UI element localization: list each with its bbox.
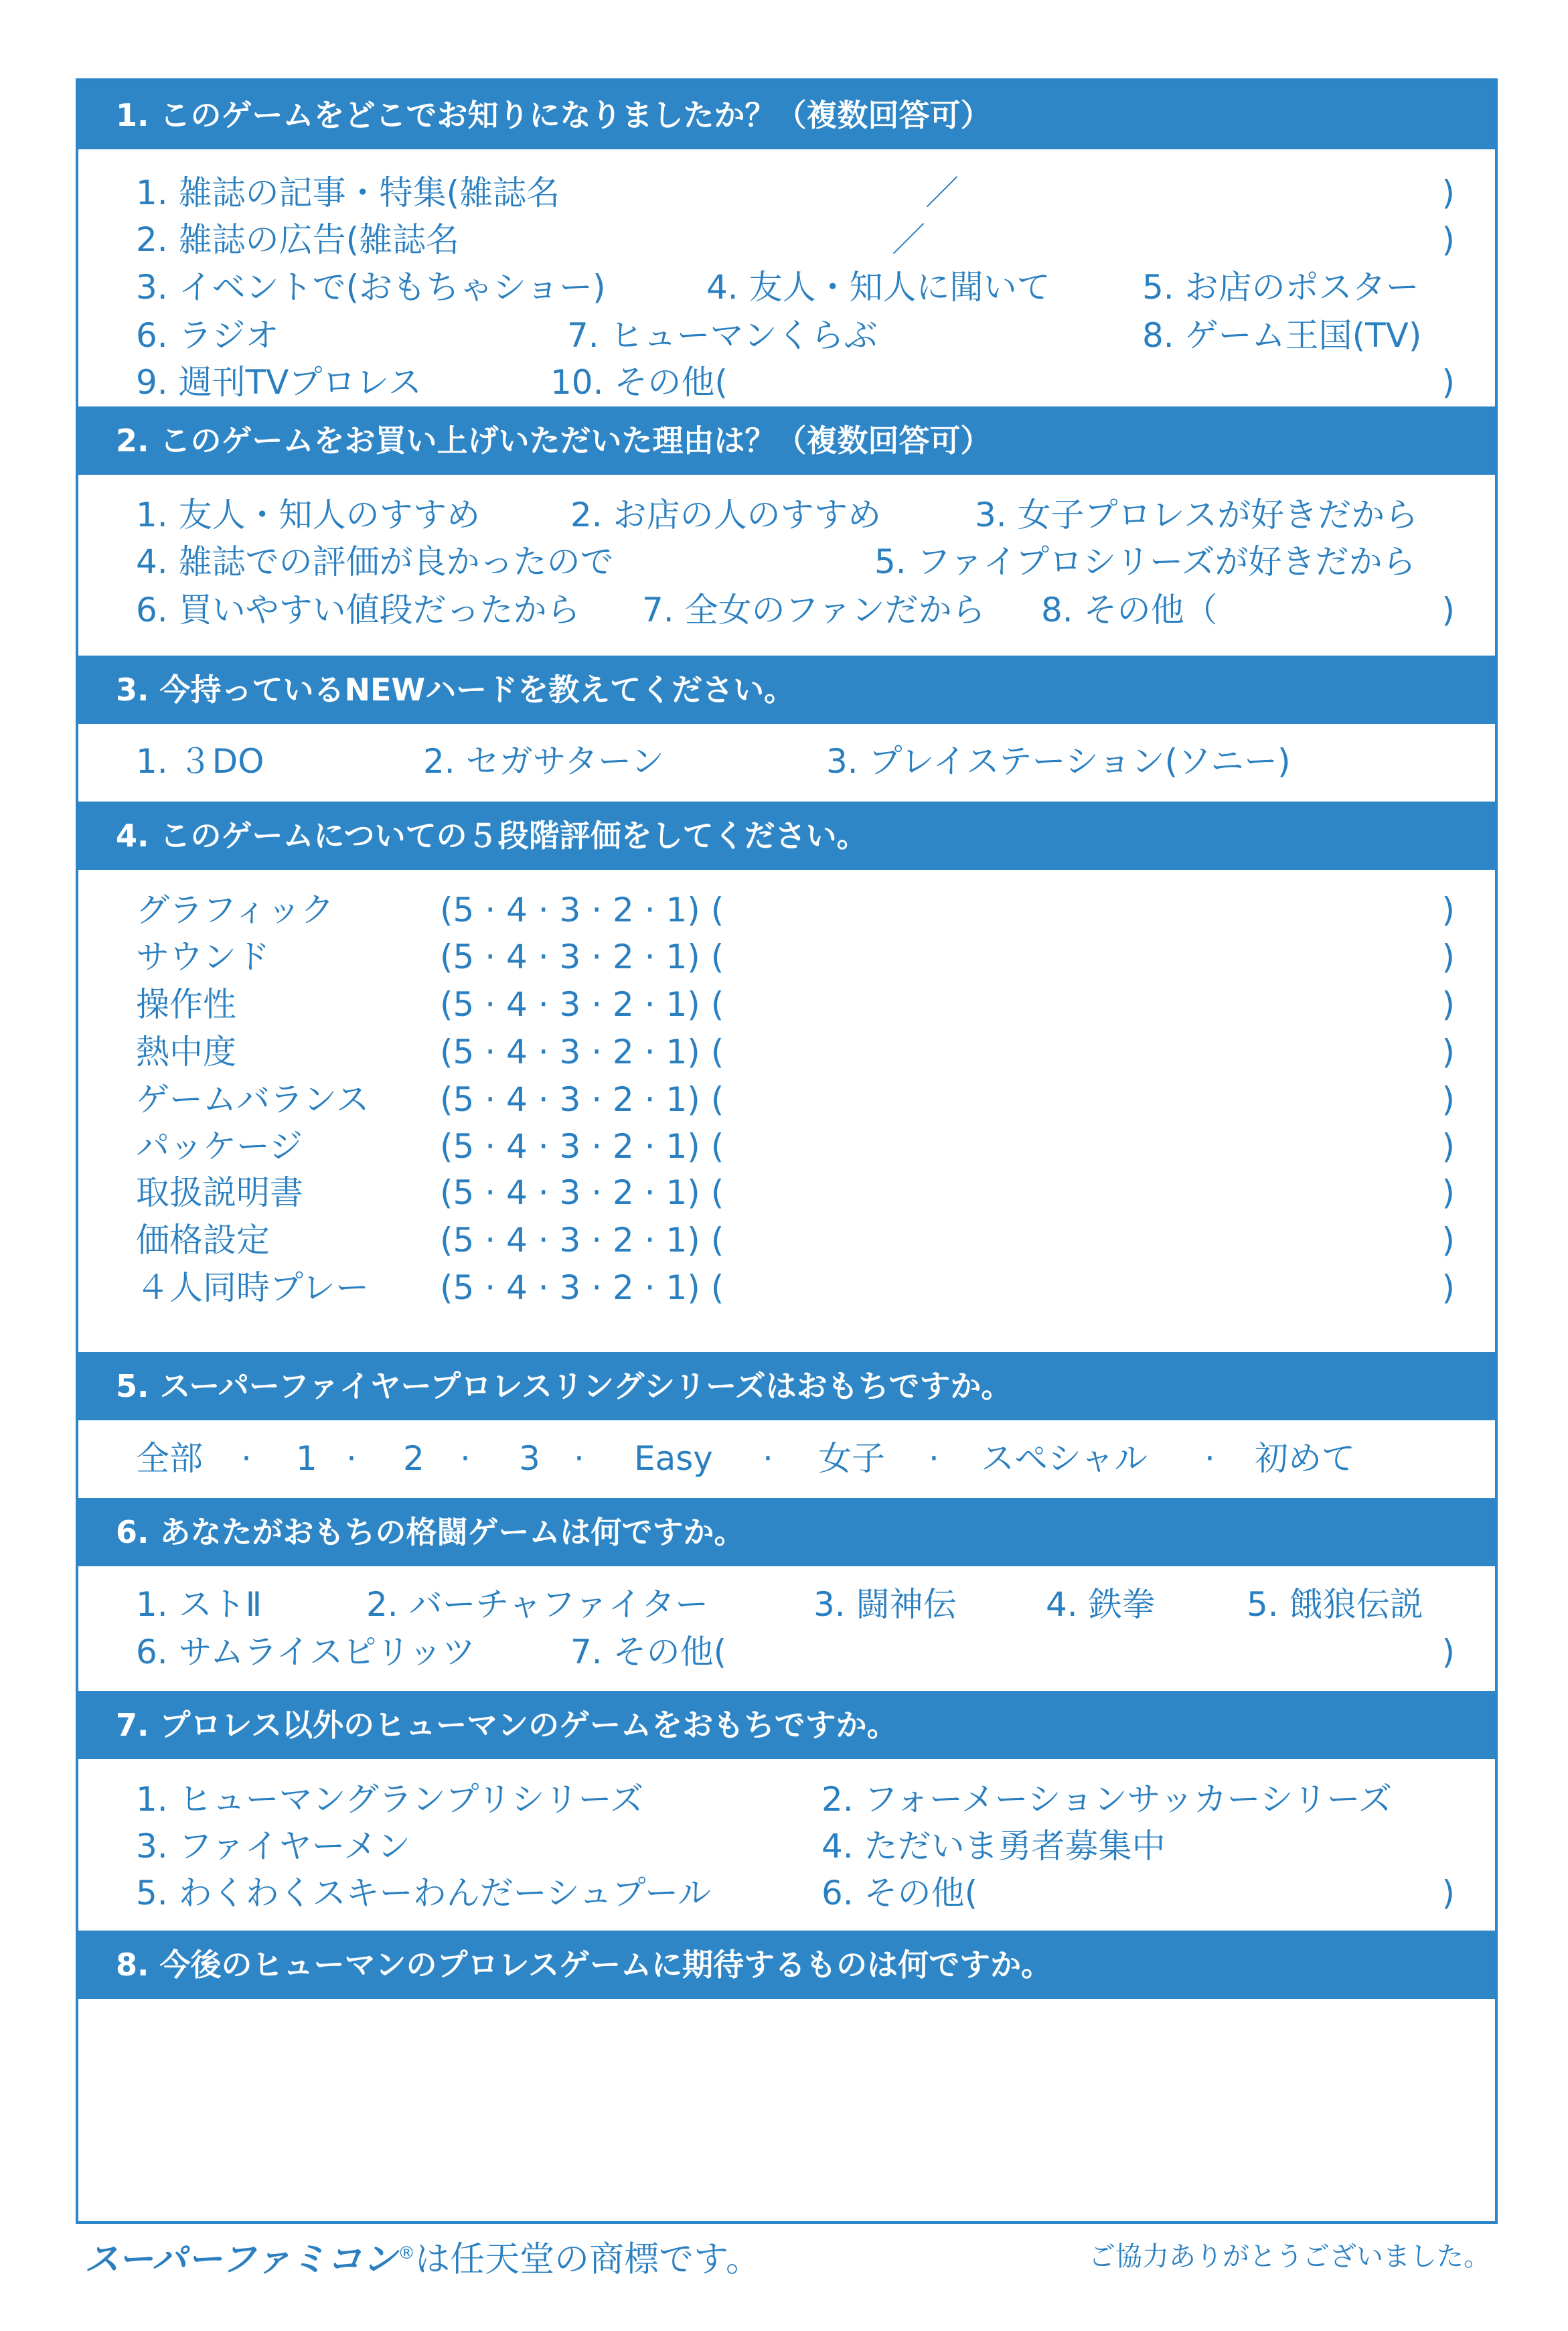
q5-sep: · [929, 1439, 939, 1478]
rating-scale[interactable]: (5 · 4 · 3 · 2 · 1) ( [440, 1033, 724, 1071]
rating-close: ) [1441, 891, 1455, 929]
rating-label: 操作性 [136, 985, 236, 1024]
q5-header: 5. スーパーファイヤープロレスリングシリーズはおもちですか。 [78, 1352, 1495, 1420]
q2-option-7[interactable]: 7. 全女のファンだから [642, 591, 986, 629]
q1-option-8[interactable]: 8. ゲーム王国(TV) [1142, 316, 1422, 355]
q6-close-7: ) [1441, 1633, 1455, 1671]
q2-option-5[interactable]: 5. ファイプロシリーズが好きだから [874, 542, 1416, 581]
q2-option-2[interactable]: 2. お店の人のすすめ [570, 496, 882, 534]
q1-option-6[interactable]: 6. ラジオ [136, 316, 279, 355]
q3-option-1[interactable]: 1. ３DO [136, 742, 264, 781]
q6-option-6[interactable]: 6. サムライスピリッツ [136, 1633, 476, 1671]
q1-option-5[interactable]: 5. お店のポスター [1142, 268, 1419, 307]
q5-options [78, 1420, 1495, 1498]
q1-slash-2: ／ [892, 220, 925, 259]
q2-option-3[interactable]: 3. 女子プロレスが好きだから [975, 496, 1419, 534]
q1-close-1: ) [1441, 173, 1455, 212]
q1-option-4[interactable]: 4. 友人・知人に聞いて [706, 268, 1050, 307]
q7-option-5[interactable]: 5. わくわくスキーわんだーシュプール [136, 1874, 712, 1912]
q1-option-7[interactable]: 7. ヒューマンくらぶ [567, 316, 878, 355]
q6-option-1[interactable]: 1. ストⅡ [136, 1585, 262, 1624]
rating-scale[interactable]: (5 · 4 · 3 · 2 · 1) ( [440, 1173, 724, 1212]
q1-option-1[interactable]: 1. 雑誌の記事・特集(雑誌名 [136, 173, 560, 212]
trademark-note [84, 2227, 761, 2285]
registered-mark: ® [398, 2243, 416, 2263]
super-famicom-logo: スーパーファミコン [84, 2239, 398, 2280]
rating-label: パッケージ [136, 1127, 303, 1166]
q5-option-1[interactable]: 1 [296, 1439, 317, 1478]
q8-answer-area[interactable] [78, 1999, 1495, 2221]
q6-header: 6. あなたがおもちの格闘ゲームは何ですか。 [78, 1498, 1495, 1566]
rating-label: 熱中度 [136, 1033, 236, 1071]
q1-option-10[interactable]: 10. その他( [550, 363, 728, 402]
q5-option-all[interactable]: 全部 [136, 1439, 203, 1478]
q6-option-7[interactable]: 7. その他( [570, 1633, 727, 1671]
rating-scale[interactable]: (5 · 4 · 3 · 2 · 1) ( [440, 1080, 724, 1119]
q6-option-4[interactable]: 4. 鉄拳 [1046, 1585, 1156, 1624]
q5-option-3[interactable]: 3 [519, 1439, 540, 1478]
q1-option-2[interactable]: 2. 雑誌の広告(雑誌名 [136, 220, 460, 259]
q2-close-8: ) [1441, 591, 1455, 629]
rating-close: ) [1441, 1221, 1455, 1260]
q2-option-4[interactable]: 4. 雑誌での評価が良かったので [136, 542, 614, 581]
q5-sep: · [574, 1439, 584, 1478]
q6-option-2[interactable]: 2. バーチャファイター [366, 1585, 709, 1624]
q1-close-2: ) [1441, 220, 1455, 259]
q3-option-3[interactable]: 3. プレイステーション(ソニー) [826, 742, 1291, 781]
q5-sep: · [763, 1439, 773, 1478]
q5-sep: · [346, 1439, 357, 1478]
trademark-text: は任天堂の商標です。 [415, 2239, 761, 2280]
rating-close: ) [1441, 1033, 1455, 1071]
q1-option-3[interactable]: 3. イベントで(おもちゃショー) [136, 268, 606, 307]
q7-option-3[interactable]: 3. ファイヤーメン [136, 1827, 411, 1866]
q8-header: 8. 今後のヒューマンのプロレスゲームに期待するものは何ですか。 [78, 1931, 1495, 1999]
q2-option-8[interactable]: 8. その他（ [1041, 591, 1218, 629]
rating-close: ) [1441, 1173, 1455, 1212]
q5-sep: · [241, 1439, 252, 1478]
rating-scale[interactable]: (5 · 4 · 3 · 2 · 1) ( [440, 891, 724, 929]
rating-scale[interactable]: (5 · 4 · 3 · 2 · 1) ( [440, 1221, 724, 1260]
q6-option-3[interactable]: 3. 闘神伝 [813, 1585, 957, 1624]
q6-option-5[interactable]: 5. 餓狼伝説 [1247, 1585, 1423, 1624]
q7-option-4[interactable]: 4. ただいま勇者募集中 [821, 1827, 1166, 1866]
q5-sep: · [1204, 1439, 1215, 1478]
q3-option-2[interactable]: 2. セガサターン [423, 742, 665, 781]
q7-option-2[interactable]: 2. フォーメーションサッカーシリーズ [821, 1780, 1393, 1819]
rating-label: ４人同時プレー [136, 1268, 369, 1307]
q2-options [78, 475, 1495, 656]
q4-header: 4. このゲームについての５段階評価をしてください。 [78, 802, 1495, 870]
rating-label: グラフィック [136, 891, 334, 929]
q2-option-6[interactable]: 6. 買いやすい値段だったから [136, 591, 580, 629]
q1-option-9[interactable]: 9. 週刊TVプロレス [136, 363, 422, 402]
q2-option-1[interactable]: 1. 友人・知人のすすめ [136, 496, 481, 534]
q7-header: 7. プロレス以外のヒューマンのゲームをおもちですか。 [78, 1691, 1495, 1759]
rating-close: ) [1441, 985, 1455, 1024]
survey-form [76, 78, 1498, 2224]
q6-options [78, 1566, 1495, 1691]
q5-option-2[interactable]: 2 [403, 1439, 424, 1478]
q1-options [78, 149, 1495, 406]
q3-header: 3. 今持っているNEWハードを教えてください。 [78, 656, 1495, 724]
rating-close: ) [1441, 1080, 1455, 1119]
q2-header: 2. このゲームをお買い上げいただいた理由は？（複数回答可） [78, 406, 1495, 475]
q4-ratings [78, 870, 1495, 1352]
rating-label: 取扱説明書 [136, 1173, 303, 1212]
q1-close-10: ) [1441, 363, 1455, 402]
q5-option-easy[interactable]: Easy [634, 1439, 713, 1478]
rating-close: ) [1441, 1268, 1455, 1307]
q7-option-6[interactable]: 6. その他( [821, 1874, 978, 1912]
q5-option-special[interactable]: スペシャル [981, 1439, 1148, 1478]
q5-option-joshi[interactable]: 女子 [818, 1439, 885, 1478]
rating-close: ) [1441, 1127, 1455, 1166]
q5-sep: · [460, 1439, 471, 1478]
thanks-message: ご協力ありがとうございました。 [1089, 2241, 1490, 2272]
q3-options [78, 724, 1495, 802]
rating-close: ) [1441, 937, 1455, 976]
q1-header: 1. このゲームをどこでお知りになりましたか？（複数回答可） [78, 81, 1495, 149]
q1-slash-1: ／ [925, 173, 959, 212]
q7-close-6: ) [1441, 1874, 1455, 1912]
rating-scale[interactable]: (5 · 4 · 3 · 2 · 1) ( [440, 937, 724, 976]
rating-scale[interactable]: (5 · 4 · 3 · 2 · 1) ( [440, 1127, 724, 1166]
rating-label: サウンド [136, 937, 270, 976]
rating-scale[interactable]: (5 · 4 · 3 · 2 · 1) ( [440, 1268, 724, 1307]
rating-label: ゲームバランス [136, 1080, 370, 1119]
rating-scale[interactable]: (5 · 4 · 3 · 2 · 1) ( [440, 985, 724, 1024]
q7-options [78, 1759, 1495, 1931]
rating-label: 価格設定 [136, 1221, 270, 1260]
q5-option-first[interactable]: 初めて [1255, 1439, 1355, 1478]
q7-option-1[interactable]: 1. ヒューマングランプリシリーズ [136, 1780, 644, 1819]
